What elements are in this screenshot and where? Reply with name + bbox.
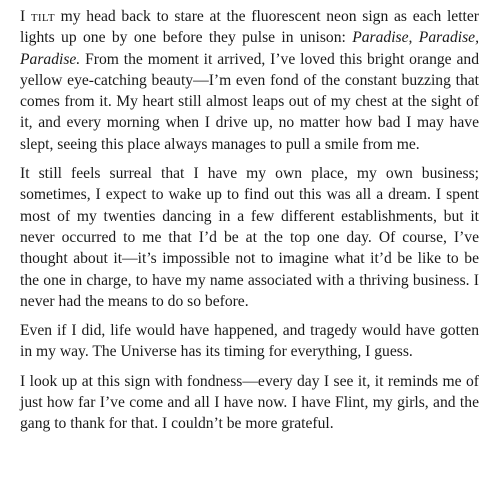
- paragraph-1-text-a: my head back to stare at the fluorescent neon sign as each letter lights up one by one before they pulse in unison:: [20, 8, 479, 47]
- paragraph-1-smallcaps: tilt: [30, 8, 55, 25]
- document-page: [20, 6, 479, 443]
- paragraph-1: [20, 6, 479, 155]
- paragraph-2: It still feels surreal that I have my own place, my own business; sometimes, I expect to wake up to find out this was all a dream. I spent most of my twenties dancing in a few different establishments, but it never occurred to me that I’d be at the top one day. Of course, I’ve thought about it—it’s impossible not to imagine what it’d be like to be the one in charge, to have my name associated with a thriving business. I never had the means to do so before.: [20, 165, 479, 310]
- paragraph-3: Even if I did, life would have happened, and tragedy would have gotten in my way. The Universe has its timing for everything, I guess.: [20, 322, 479, 361]
- paragraph-1-italic: Paradise, Paradise, Paradise.: [20, 29, 479, 68]
- paragraph-1-text-b: From the moment it arrived, I’ve loved this bright orange and yellow eye-catching beauty—I’m even fond of the constant buzzing that comes from it. My heart still almost leaps out of my chest at the sight of it, and every morning when I drive up, no matter how bad I may have slept, seeing this place always manages to pull a smile from me.: [20, 50, 479, 153]
- paragraph-4: I look up at this sign with fondness—every day I see it, it reminds me of just how far I’ve come and all I have now. I have Flint, my girls, and the gang to thank for that. I couldn’t be more grateful.: [20, 372, 479, 433]
- paragraph-1-lead: I: [20, 8, 31, 25]
